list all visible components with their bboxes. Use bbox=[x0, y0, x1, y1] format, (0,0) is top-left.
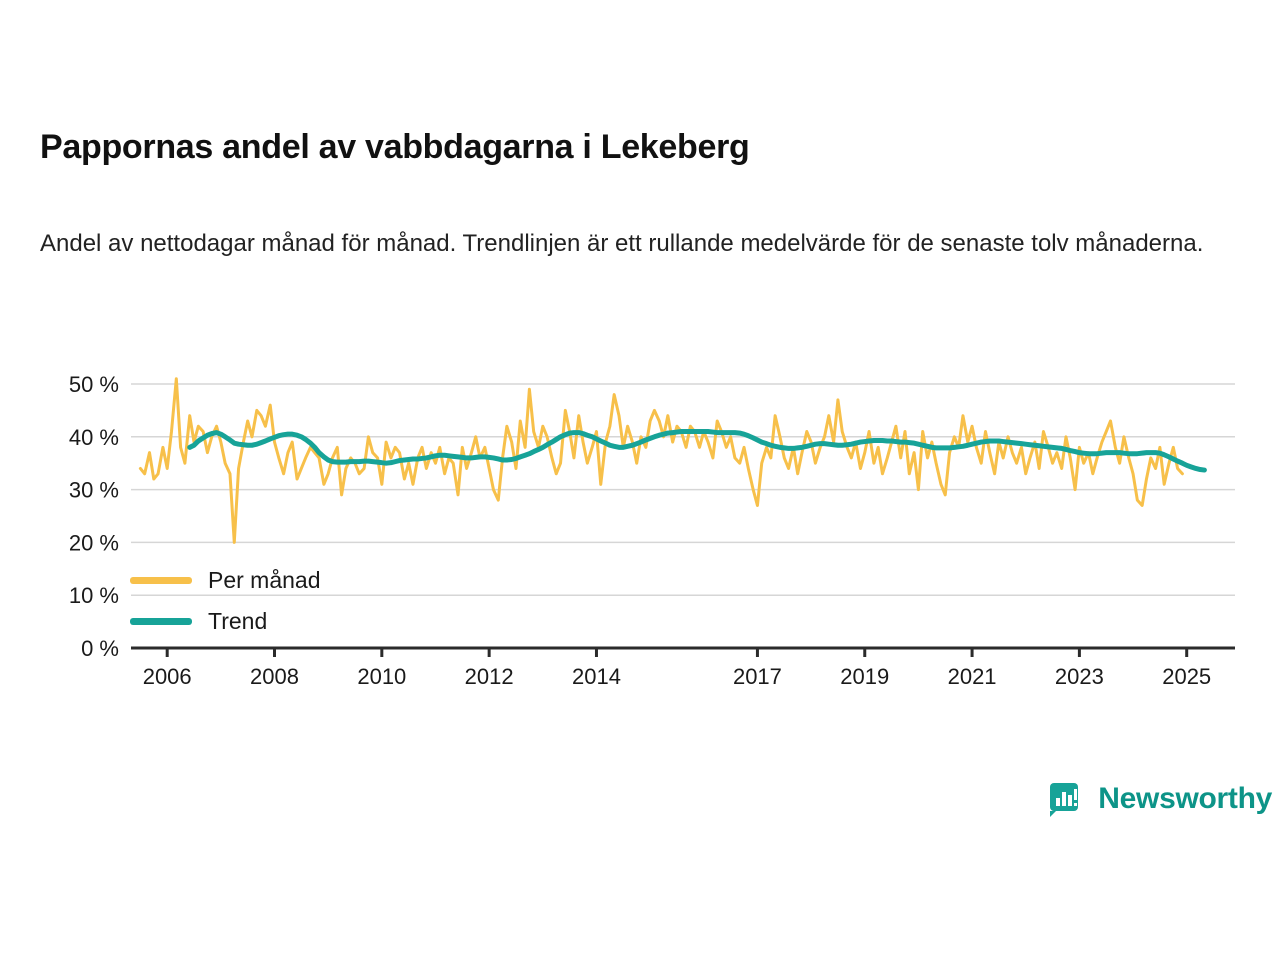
svg-text:2014: 2014 bbox=[571, 664, 621, 689]
brand-name: Newsworthy bbox=[1098, 782, 1272, 815]
svg-text:20 %: 20 % bbox=[68, 530, 119, 556]
svg-text:2021: 2021 bbox=[947, 664, 997, 689]
svg-text:40 %: 40 % bbox=[68, 424, 119, 450]
svg-text:2025: 2025 bbox=[1162, 664, 1212, 689]
page-title: Pappornas andel av vabbdagarna i Lekeberg bbox=[40, 128, 750, 166]
svg-text:2017: 2017 bbox=[732, 664, 782, 689]
legend-label-trend: Trend bbox=[208, 608, 268, 634]
svg-text:0 %: 0 % bbox=[81, 636, 119, 661]
svg-text:30 %: 30 % bbox=[68, 477, 119, 503]
chart-subtitle: Andel av nettodagar månad för månad. Trendlinjen är ett rullande medelvärde för de senaste tolv månaderna. bbox=[40, 230, 1204, 257]
svg-text:2019: 2019 bbox=[840, 664, 890, 689]
svg-text:2008: 2008 bbox=[250, 664, 299, 689]
svg-text:2006: 2006 bbox=[142, 664, 192, 689]
legend-label-per-manad: Per månad bbox=[208, 567, 321, 593]
bar-chart-icon bbox=[1048, 780, 1086, 818]
legend-swatch-per-manad bbox=[130, 577, 192, 584]
svg-text:2010: 2010 bbox=[357, 664, 407, 689]
legend-swatch-trend bbox=[130, 618, 192, 625]
svg-text:10 %: 10 % bbox=[68, 583, 119, 609]
svg-text:2023: 2023 bbox=[1054, 664, 1104, 689]
chart-legend bbox=[130, 567, 321, 635]
svg-text:2012: 2012 bbox=[464, 664, 514, 689]
legend-item-per-manad bbox=[130, 567, 321, 594]
line-chart-svg bbox=[40, 370, 1260, 710]
chart-plot-area bbox=[40, 370, 1260, 710]
newsworthy-logo bbox=[1048, 780, 1272, 818]
svg-text:50 %: 50 % bbox=[68, 372, 119, 397]
legend-item-trend bbox=[130, 608, 321, 635]
